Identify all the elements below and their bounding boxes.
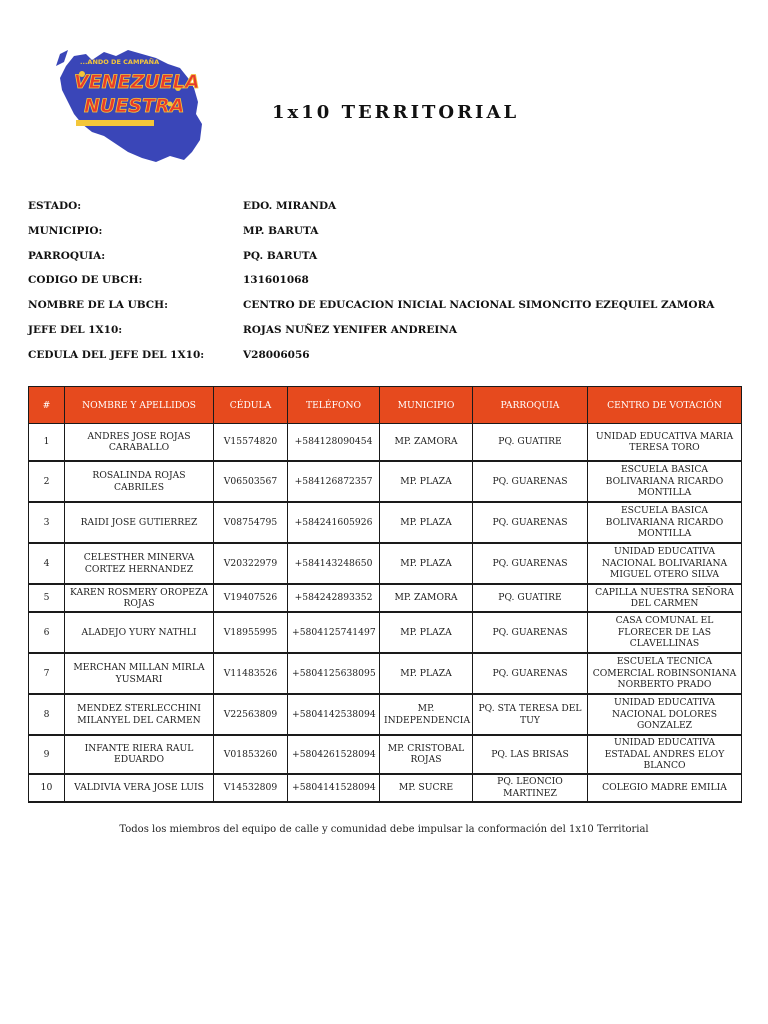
cell-telefono: +584241605926 [288, 502, 380, 543]
cell-cedula: V19407526 [214, 584, 288, 612]
cell-centro: UNIDAD EDUCATIVA ESTADAL ANDRES ELOY BLANCO [588, 735, 742, 774]
cell-telefono: +584126872357 [288, 461, 380, 502]
column-header-name: NOMBRE Y APELLIDOS [65, 387, 214, 424]
cell-cedula: V15574820 [214, 424, 288, 462]
cell-parroquia: PQ. LAS BRISAS [473, 735, 588, 774]
info-row-nombre-ubch [28, 297, 748, 322]
cell-cedula: V11483526 [214, 653, 288, 694]
cell-parroquia: PQ. GUATIRE [473, 424, 588, 462]
info-label: MUNICIPIO: [28, 224, 103, 237]
table-row [29, 584, 742, 612]
cell-municipio: MP. ZAMORA [380, 424, 473, 462]
column-header-municipio: MUNICIPIO [380, 387, 473, 424]
cell-telefono: +5804141528094 [288, 774, 380, 802]
cell-parroquia: PQ. GUARENAS [473, 612, 588, 653]
cell-municipio: MP. PLAZA [380, 502, 473, 543]
cell-name: CELESTHER MINERVA CORTEZ HERNANDEZ [65, 543, 214, 584]
cell-parroquia: PQ. GUATIRE [473, 584, 588, 612]
cell-telefono: +5804261528094 [288, 735, 380, 774]
table-row [29, 461, 742, 502]
cell-cedula: V08754795 [214, 502, 288, 543]
info-label: CODIGO DE UBCH: [28, 274, 143, 287]
cell-parroquia: PQ. GUARENAS [473, 502, 588, 543]
cell-parroquia: PQ. LEONCIO MARTINEZ [473, 774, 588, 802]
cell-centro: UNIDAD EDUCATIVA NACIONAL BOLIVARIANA MIGUEL OTERO SILVA [588, 543, 742, 584]
cell-cedula: V14532809 [214, 774, 288, 802]
cell-number: 9 [29, 735, 65, 774]
svg-text:...ANDO DE CAMPAÑA: ...ANDO DE CAMPAÑA [80, 58, 160, 66]
column-header-parroquia: PARROQUIA [473, 387, 588, 424]
cell-number: 10 [29, 774, 65, 802]
cell-name: INFANTE RIERA RAUL EDUARDO [65, 735, 214, 774]
svg-text:NUESTRA: NUESTRA [84, 95, 185, 117]
info-label: JEFE DEL 1X10: [28, 323, 123, 336]
cell-number: 4 [29, 543, 65, 584]
column-header-cedula: CÉDULA [214, 387, 288, 424]
info-value: CENTRO DE EDUCACION INICIAL NACIONAL SIMONCITO EZEQUIEL ZAMORA [243, 299, 715, 312]
cell-municipio: MP. SUCRE [380, 774, 473, 802]
cell-name: MERCHAN MILLAN MIRLA YUSMARI [65, 653, 214, 694]
cell-municipio: MP. CRISTOBAL ROJAS [380, 735, 473, 774]
cell-cedula: V01853260 [214, 735, 288, 774]
cell-parroquia: PQ. GUARENAS [473, 653, 588, 694]
cell-number: 3 [29, 502, 65, 543]
info-label: ESTADO: [28, 200, 82, 212]
cell-name: ANDRES JOSE ROJAS CARABALLO [65, 424, 214, 462]
campaign-logo [52, 44, 208, 168]
info-value: 131601068 [243, 274, 309, 287]
cell-centro: COLEGIO MADRE EMILIA [588, 774, 742, 802]
cell-telefono: +584242893352 [288, 584, 380, 612]
cell-cedula: V20322979 [214, 543, 288, 584]
info-value: ROJAS NUÑEZ YENIFER ANDREINA [243, 323, 457, 336]
info-row-municipio [28, 223, 748, 248]
members-table [28, 386, 742, 803]
cell-municipio: MP. ZAMORA [380, 584, 473, 612]
cell-centro: CAPILLA NUESTRA SEÑORA DEL CARMEN [588, 584, 742, 612]
cell-number: 8 [29, 694, 65, 735]
table-row [29, 502, 742, 543]
cell-name: ALADEJO YURY NATHLI [65, 612, 214, 653]
cell-municipio: MP. INDEPENDENCIA [380, 694, 473, 735]
cell-name: ROSALINDA ROJAS CABRILES [65, 461, 214, 502]
cell-telefono: +584143248650 [288, 543, 380, 584]
table-row [29, 694, 742, 735]
cell-telefono: +5804125638095 [288, 653, 380, 694]
cell-cedula: V18955995 [214, 612, 288, 653]
cell-municipio: MP. PLAZA [380, 612, 473, 653]
ubch-info [28, 198, 748, 372]
info-value: EDO. MIRANDA [243, 200, 337, 212]
cell-municipio: MP. PLAZA [380, 653, 473, 694]
table-row [29, 543, 742, 584]
column-header-centro: CENTRO DE VOTACIÓN [588, 387, 742, 424]
cell-number: 2 [29, 461, 65, 502]
info-value: MP. BARUTA [243, 224, 319, 237]
table-header-row [29, 387, 742, 424]
table-row [29, 653, 742, 694]
cell-telefono: +5804142538094 [288, 694, 380, 735]
cell-centro: ESCUELA TECNICA COMERCIAL ROBINSONIANA NORBERTO PRADO [588, 653, 742, 694]
cell-municipio: MP. PLAZA [380, 461, 473, 502]
cell-parroquia: PQ. GUARENAS [473, 543, 588, 584]
cell-centro: UNIDAD EDUCATIVA MARIA TERESA TORO [588, 424, 742, 462]
info-row-jefe [28, 322, 748, 347]
table-row [29, 612, 742, 653]
info-row-codigo-ubch [28, 272, 748, 297]
table-row [29, 735, 742, 774]
info-row-parroquia [28, 248, 748, 273]
cell-municipio: MP. PLAZA [380, 543, 473, 584]
svg-text:VENEZUELA: VENEZUELA [74, 71, 200, 93]
column-header-telefono: TELÉFONO [288, 387, 380, 424]
cell-number: 6 [29, 612, 65, 653]
cell-name: VALDIVIA VERA JOSE LUIS [65, 774, 214, 802]
cell-name: RAIDI JOSE GUTIERREZ [65, 502, 214, 543]
info-row-estado [28, 198, 748, 223]
info-value: PQ. BARUTA [243, 249, 318, 262]
cell-centro: ESCUELA BASICA BOLIVARIANA RICARDO MONTILLA [588, 502, 742, 543]
cell-number: 5 [29, 584, 65, 612]
info-value: V28006056 [243, 348, 310, 361]
cell-centro: ESCUELA BASICA BOLIVARIANA RICARDO MONTILLA [588, 461, 742, 502]
cell-centro: CASA COMUNAL EL FLORECER DE LAS CLAVELLINAS [588, 612, 742, 653]
info-label: NOMBRE DE LA UBCH: [28, 299, 168, 312]
cell-number: 7 [29, 653, 65, 694]
cell-parroquia: PQ. STA TERESA DEL TUY [473, 694, 588, 735]
cell-name: MENDEZ STERLECCHINI MILANYEL DEL CARMEN [65, 694, 214, 735]
column-header-number: # [29, 387, 65, 424]
info-label: CEDULA DEL JEFE DEL 1X10: [28, 348, 205, 361]
cell-parroquia: PQ. GUARENAS [473, 461, 588, 502]
cell-name: KAREN ROSMERY OROPEZA ROJAS [65, 584, 214, 612]
footer-note: Todos los miembros del equipo de calle y comunidad debe impulsar la conformación del 1x10 Territorial [119, 824, 649, 835]
cell-telefono: +5804125741497 [288, 612, 380, 653]
cell-number: 1 [29, 424, 65, 462]
info-row-cedula-jefe [28, 347, 748, 372]
table-row [29, 774, 742, 802]
cell-telefono: +584128090454 [288, 424, 380, 462]
table-row [29, 424, 742, 462]
cell-cedula: V22563809 [214, 694, 288, 735]
venezuela-map-logo-icon [52, 44, 208, 168]
cell-centro: UNIDAD EDUCATIVA NACIONAL DOLORES GONZALEZ [588, 694, 742, 735]
page-title: 1x10 TERRITORIAL [272, 102, 520, 123]
cell-cedula: V06503567 [214, 461, 288, 502]
info-label: PARROQUIA: [28, 249, 106, 262]
